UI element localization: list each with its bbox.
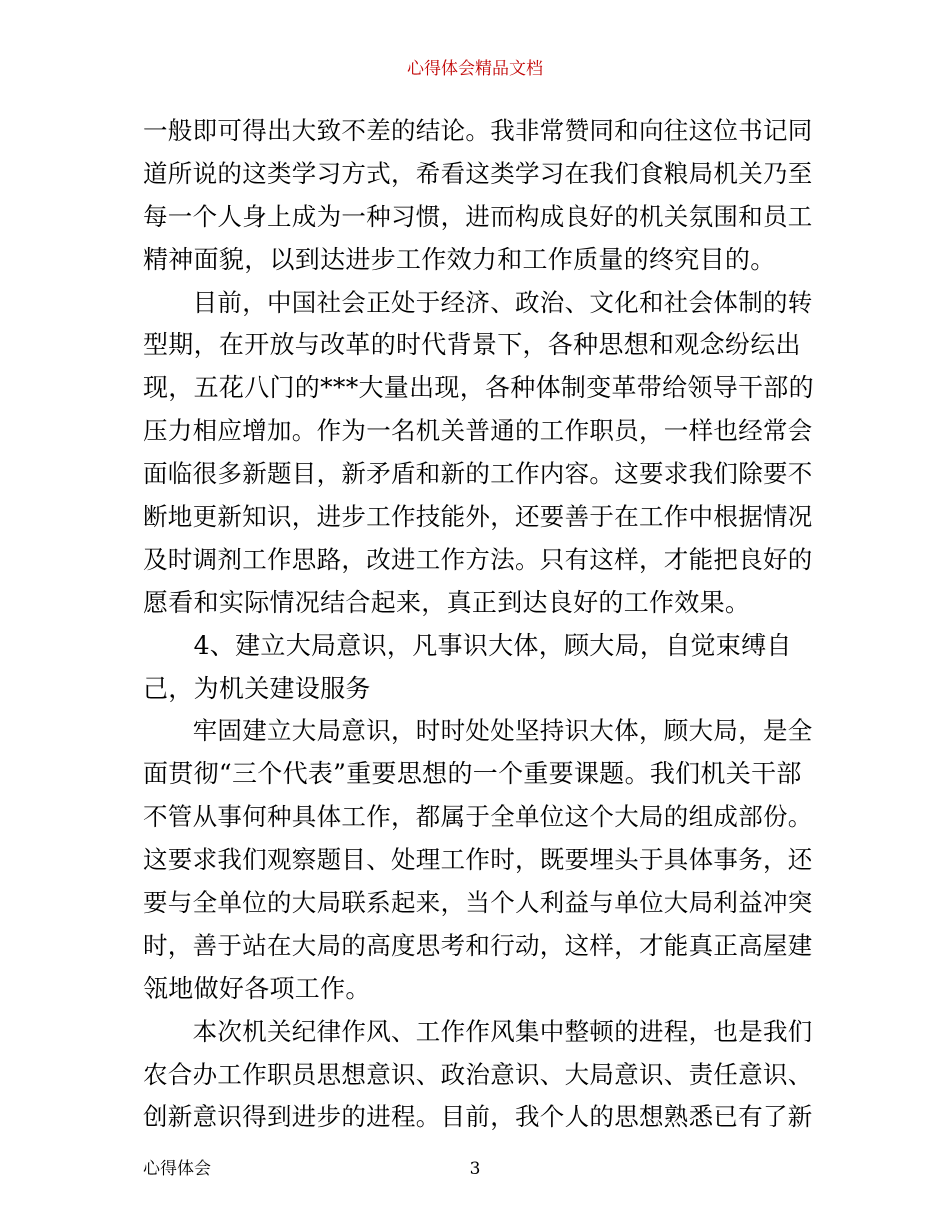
- body-line: 这要求我们观察题目、处理工作时，既要埋头于具体事务，还: [143, 845, 813, 875]
- body-line: 瓴地做好各项工作。: [143, 973, 371, 1003]
- body-line: 不管从事何种具体工作，都属于全单位这个大局的组成部份。: [143, 802, 813, 832]
- section-heading-line: 4、建立大局意识，凡事识大体，顾大局，自觉束缚自: [143, 630, 792, 660]
- document-body: [143, 110, 815, 1139]
- section-heading-line: 己，为机关建设服务: [143, 673, 371, 703]
- body-line: 及时调剂工作思路，改进工作方法。只有这样，才能把良好的: [143, 544, 813, 574]
- body-line: 时，善于站在大局的高度思考和行动，这样，才能真正高屋建: [143, 930, 813, 960]
- body-line: 一般即可得出大致不差的结论。我非常赞同和向往这位书记同: [143, 116, 813, 145]
- body-line: 面临很多新题目，新矛盾和新的工作内容。这要求我们除要不: [143, 459, 813, 489]
- body-line: 本次机关纪律作风、工作作风集中整顿的进程，也是我们: [143, 1016, 813, 1046]
- body-line: 要与全单位的大局联系起来，当个人利益与单位大局利益冲突: [143, 888, 813, 918]
- body-line: 型期，在开放与改革的时代背景下，各种思想和观念纷纭出: [143, 330, 801, 360]
- document-header-title: 心得体会精品文档: [407, 59, 543, 79]
- body-line: 现，五花八门的***大量出现，各种体制变革带给领导干部的: [143, 373, 814, 403]
- body-line: 愿看和实际情况结合起来，真正到达良好的工作效果。: [143, 587, 751, 617]
- body-line: 每一个人身上成为一种习惯，进而构成良好的机关氛围和员工: [143, 201, 813, 231]
- page-number: 3: [469, 1159, 481, 1179]
- body-line: 创新意识得到进步的进程。目前，我个人的思想熟悉已有了新: [143, 1102, 813, 1132]
- body-line: 道所说的这类学习方式，希看这类学习在我们食粮局机关乃至: [143, 158, 813, 188]
- footer-label: 心得体会: [143, 1159, 211, 1179]
- body-line: 牢固建立大局意识，时时处处坚持识大体，顾大局，是全: [143, 716, 813, 746]
- body-line: 压力相应增加。作为一名机关普通的工作职员，一样也经常会: [143, 416, 813, 446]
- body-line: 断地更新知识，进步工作技能外，还要善于在工作中根据情况: [143, 502, 813, 532]
- body-line: 精神面貌，以到达进步工作效力和工作质量的终究目的。: [143, 244, 776, 274]
- body-line: 面贯彻“三个代表”重要思想的一个重要课题。我们机关干部: [143, 759, 802, 789]
- body-line: 农合办工作职员思想意识、政治意识、大局意识、责任意识、: [143, 1059, 813, 1089]
- body-line: 目前，中国社会正处于经济、政治、文化和社会体制的转: [143, 287, 813, 317]
